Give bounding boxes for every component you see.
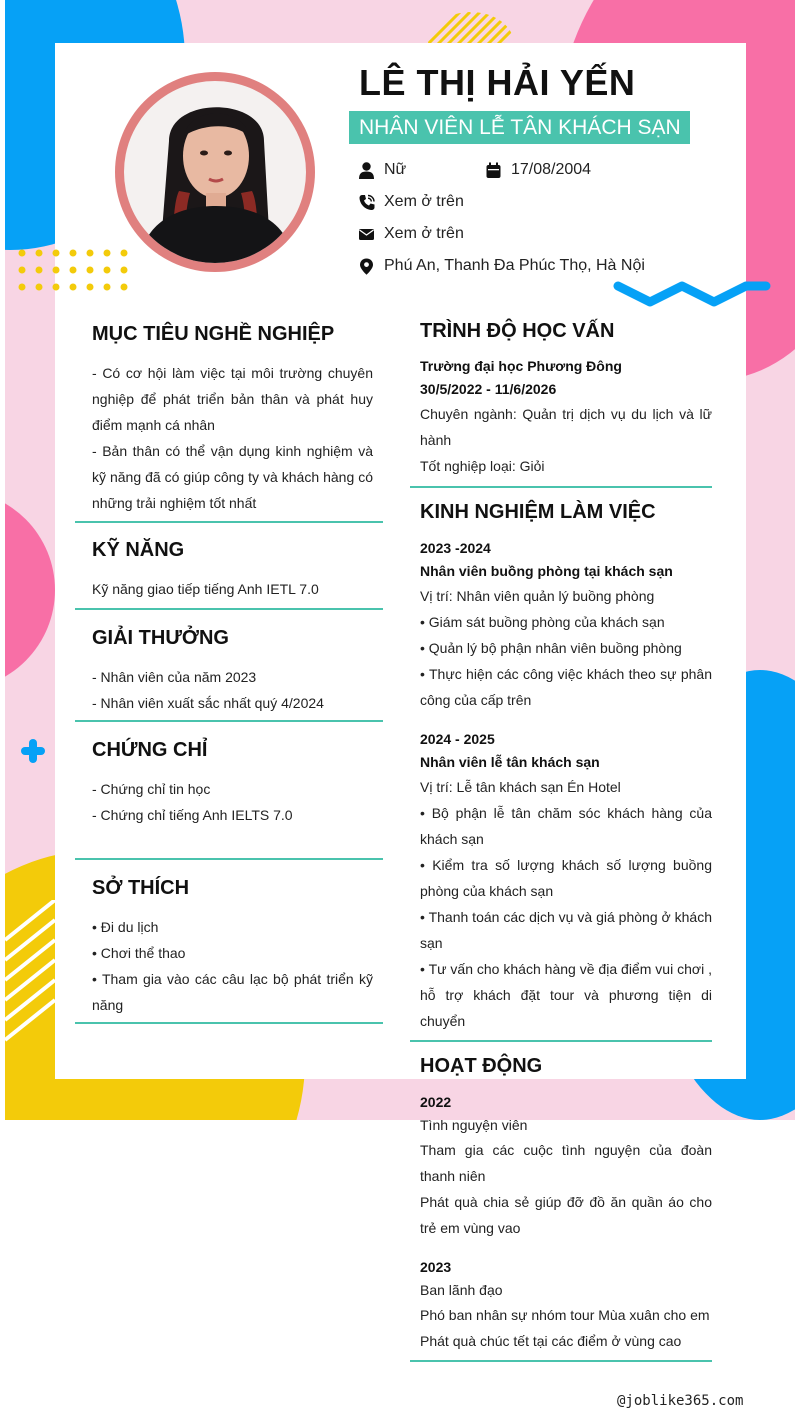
blue-zigzag-decoration (612, 278, 772, 310)
job-period: 2024 - 2025 (420, 731, 495, 747)
hobbies-body (92, 914, 373, 1018)
education-major: Chuyên ngành: Quản trị dịch vụ du lịch và lữ hành (420, 406, 712, 448)
gender-row (359, 161, 406, 179)
avatar (115, 72, 315, 272)
address-row (359, 257, 645, 275)
address-value: Phú An, Thanh Đa Phúc Thọ, Hà Nội (384, 257, 645, 274)
certificates-heading: CHỨNG CHỈ (92, 739, 208, 761)
education-body (420, 355, 712, 479)
phone-icon (359, 194, 374, 211)
gender-value: Nữ (384, 161, 407, 178)
phone-row (359, 193, 464, 211)
activities-heading: HOẠT ĐỘNG (420, 1055, 543, 1077)
birthday-row (486, 161, 591, 179)
hobby-line: • Chơi thể thao (92, 945, 186, 961)
activity-role: Ban lãnh đạo (420, 1282, 503, 1298)
skills-heading: KỸ NĂNG (92, 539, 185, 561)
section-divider (75, 858, 383, 860)
profile-photo (124, 81, 306, 263)
section-divider (75, 608, 383, 610)
hobby-line: • Đi du lịch (92, 919, 159, 935)
location-pin-icon (359, 258, 374, 275)
email-row (359, 225, 464, 243)
experience-job (420, 728, 712, 1034)
blue-plus-decoration (20, 738, 46, 764)
hobbies-heading: SỞ THÍCH (92, 877, 190, 899)
activity-item (420, 1256, 712, 1354)
birthday-value: 17/08/2004 (511, 161, 592, 178)
section-divider (410, 486, 712, 488)
job-line: Vị trí: Nhân viên quản lý buồng phòng (420, 588, 655, 604)
email-value: Xem ở trên (384, 225, 464, 242)
job-line: • Bộ phận lễ tân chăm sóc khách hàng của khách sạn (420, 805, 712, 847)
footer-watermark: @joblike365.com (617, 1393, 744, 1409)
calendar-icon (486, 162, 501, 179)
job-line: Vị trí: Lễ tân khách sạn Én Hotel (420, 779, 621, 795)
activity-line: Phát quà chia sẻ giúp đỡ đồ ăn quần áo cho trẻ em vùng vao (420, 1194, 712, 1236)
job-line: • Giám sát buồng phòng của khách sạn (420, 614, 665, 630)
phone-value: Xem ở trên (384, 193, 464, 210)
activity-line: Phát quà chúc tết tại các điểm ở vùng cao (420, 1333, 682, 1349)
job-title-banner (349, 111, 690, 144)
yellow-striped-semicircle (428, 12, 514, 44)
job-line: • Thực hiện các công việc khách theo sự phân công của cấp trên (420, 666, 712, 708)
awards-body (92, 664, 373, 716)
activity-year: 2023 (420, 1259, 452, 1275)
school-name: Trường đại học Phương Đông (420, 358, 622, 374)
objective-body (92, 360, 373, 516)
education-period: 30/5/2022 - 11/6/2026 (420, 381, 557, 397)
job-line: • Thanh toán các dịch vụ và giá phòng ở khách sạn (420, 909, 712, 951)
skill-line: Kỹ năng giao tiếp tiếng Anh IETL 7.0 (92, 581, 319, 597)
activity-line: Tham gia các cuộc tình nguyện của đoàn thanh niên (420, 1142, 712, 1184)
activity-role: Tình nguyện viên (420, 1117, 528, 1133)
candidate-name: LÊ THỊ HẢI YẾN (359, 62, 636, 103)
activity-year: 2022 (420, 1094, 452, 1110)
activity-item (420, 1091, 712, 1241)
job-title: NHÂN VIÊN LỄ TÂN KHÁCH SẠN (359, 116, 681, 139)
section-divider (75, 1022, 383, 1024)
section-divider (75, 720, 383, 722)
certificates-body (92, 776, 373, 828)
objective-line: - Có cơ hội làm việc tại môi trường chuyên nghiệp để phát triển bản thân và phát huy điểm mạnh cá nhân (92, 365, 373, 433)
objective-heading: MỤC TIÊU NGHỀ NGHIỆP (92, 323, 335, 345)
person-icon (359, 162, 374, 179)
section-divider (75, 521, 383, 523)
certificate-line: - Chứng chỉ tin học (92, 781, 211, 797)
envelope-icon (359, 226, 374, 243)
skills-body (92, 576, 373, 602)
award-line: - Nhân viên xuất sắc nhất quý 4/2024 (92, 695, 324, 711)
section-divider (410, 1360, 712, 1362)
job-line: • Tư vấn cho khách hàng về địa điểm vui chơi , hỗ trợ khách đặt tour và phương tiện di chuyển (420, 961, 712, 1029)
experience-job (420, 537, 712, 713)
section-divider (410, 1040, 712, 1042)
activity-line: Phó ban nhân sự nhóm tour Mùa xuân cho em (420, 1307, 710, 1323)
award-line: - Nhân viên của năm 2023 (92, 669, 257, 685)
objective-line: - Bản thân có thể vận dụng kinh nghiệm và kỹ năng đã có giúp công ty và khách hàng có những trải nghiệm tốt nhất (92, 443, 373, 511)
education-heading: TRÌNH ĐỘ HỌC VẤN (420, 320, 615, 342)
education-grade: Tốt nghiệp loại: Giỏi (420, 458, 545, 474)
hobby-line: • Tham gia vào các câu lạc bộ phát triển kỹ năng (92, 971, 373, 1013)
pink-blob-left (5, 490, 55, 690)
job-line: • Quản lý bộ phận nhân viên buồng phòng (420, 640, 682, 656)
job-title-item: Nhân viên buồng phòng tại khách sạn (420, 563, 673, 579)
yellow-dots-decoration (16, 246, 132, 294)
job-title-item: Nhân viên lễ tân khách sạn (420, 754, 600, 770)
job-period: 2023 -2024 (420, 540, 491, 556)
awards-heading: GIẢI THƯỞNG (92, 627, 229, 649)
job-line: • Kiểm tra số lượng khách số lượng buồng phòng của khách sạn (420, 857, 712, 899)
experience-heading: KINH NGHIỆM LÀM VIỆC (420, 501, 656, 523)
certificate-line: - Chứng chỉ tiếng Anh IELTS 7.0 (92, 807, 293, 823)
